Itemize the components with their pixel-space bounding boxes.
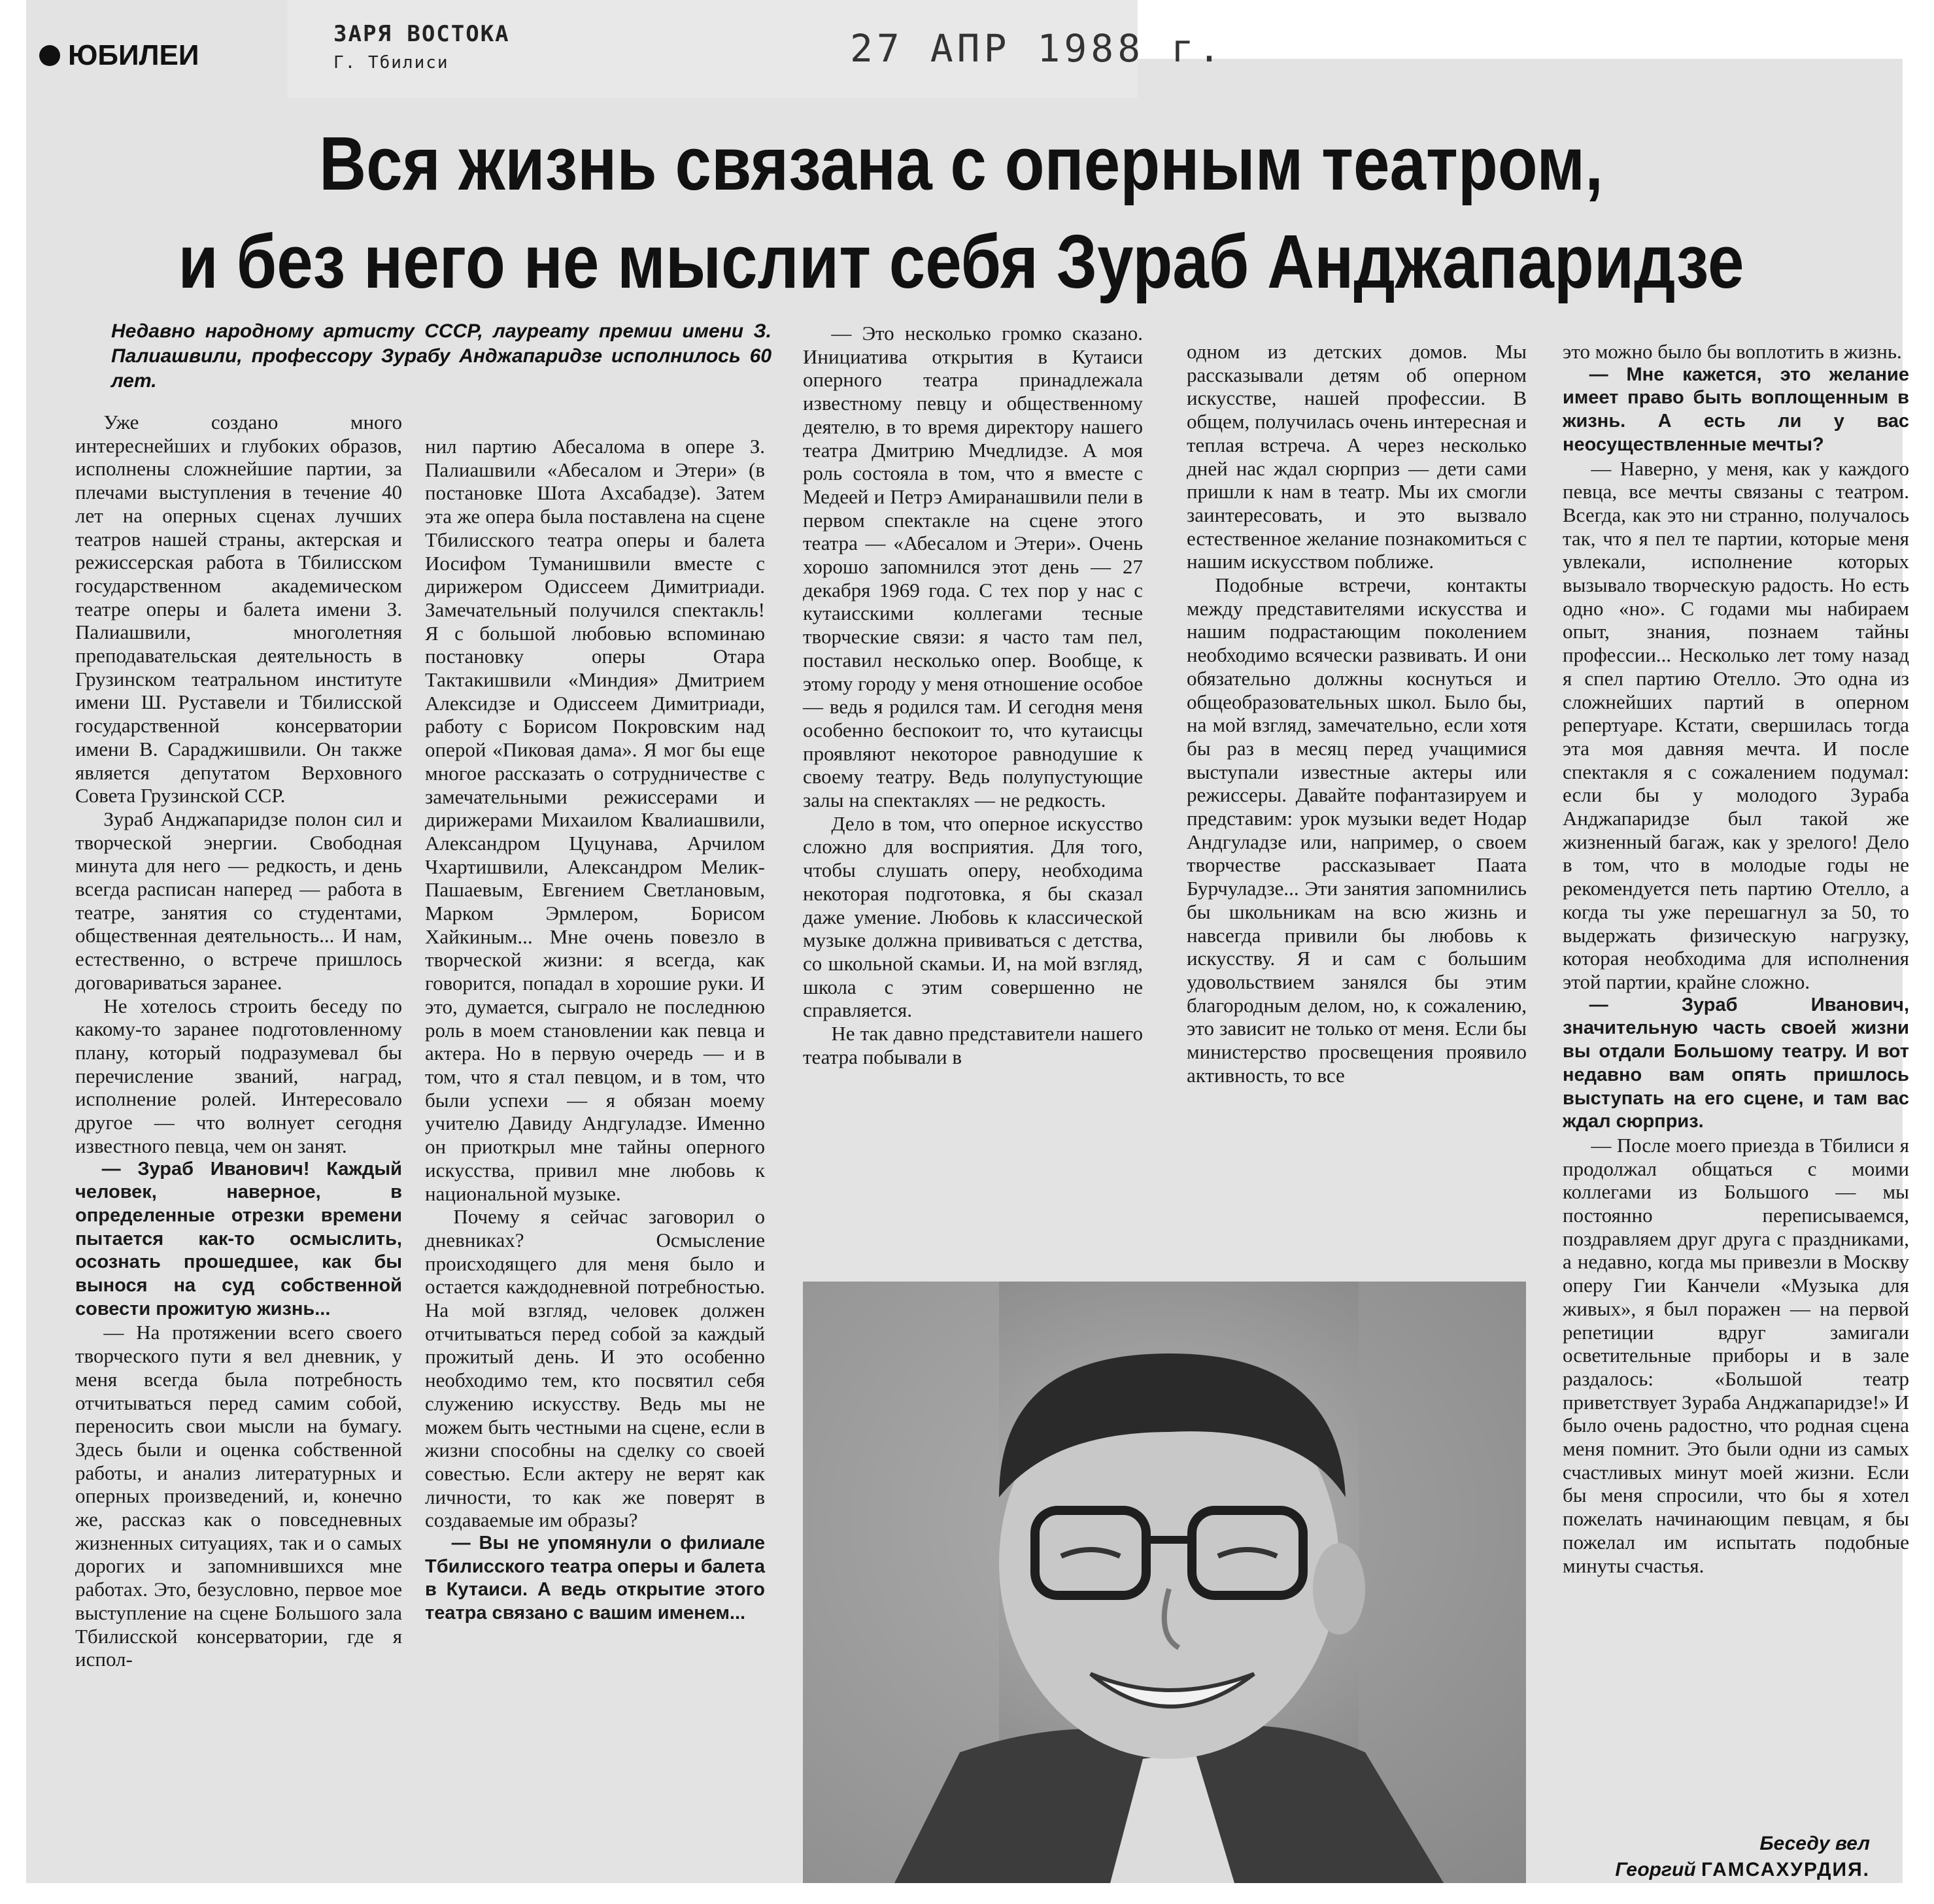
stamp-newspaper: ЗАРЯ ВОСТОКА <box>333 21 510 47</box>
headline <box>168 114 1754 311</box>
article-paragraph: Зураб Анджапаридзе полон сил и творческой энергии. Свободная минута для него — редкость, и день всегда расписан наперед — работа в театре, занятия со студентами, общественная деятельность... И нам, естественно, о встрече пришлось договариваться заранее. <box>75 807 402 994</box>
rubric <box>39 39 199 72</box>
portrait-photo <box>803 1282 1526 1883</box>
article-column-3 <box>803 322 1143 1069</box>
byline-author-name: Георгий <box>1615 1859 1696 1880</box>
article-column-1 <box>75 411 402 1671</box>
article-paragraph: Не так давно представители нашего театра побывали в <box>803 1022 1143 1068</box>
bullet-icon <box>39 45 60 66</box>
interview-question: — Мне кажется, это желание имеет право быть воплощенным в жизнь. А есть ли у вас неосуществленные мечты? <box>1563 364 1909 455</box>
article-paragraph: — После моего приезда в Тбилиси я продолжал общаться с моими коллегами из Большого — мы постоянно переписываемся, поздравляем друг друга с праздниками, а недавно, когда мы привезли в Москву оперу Гии Канчели «Музыка для живых», я был поражен — на первой репетиции вдруг замигали осветительные приборы и в зале раздалось: «Большой театр приветствует Зураба Анджапаридзе!» И было очень радостно, что родная сцена меня помнит. Это были одни из самых счастливых минут моей жизни. Если бы меня спросили, что бы я хотел пожелать начинающим певцам, я бы пожелал им испытать подобные минуты счастья. <box>1563 1133 1909 1577</box>
stamp-date: 27 АПР 1988 г. <box>850 26 1225 71</box>
interview-question: — Зураб Иванович! Каждый человек, наверное, в определенные отрезки времени пытается как-то осмыслить, осознать прошедшее, как бы вынося на суд собственной совести прожитую жизнь... <box>75 1158 402 1319</box>
interview-question: — Зураб Иванович, значительную часть своей жизни вы отдали Большому театру. И вот недавно вам опять пришлось выступать на его сцене, и там вас ждал сюрприз. <box>1563 994 1909 1132</box>
article-paragraph: одном из детских домов. Мы рассказывали детям об оперном искусстве, нашей профессии. В общем, получилась очень интересная и теплая встреча. А через несколько дней нас ждал сюрприз — дети сами пришли к нам в театр. Мы их смогли заинтересовать, и это вызвало естественное желание познакомиться с нашим искусством поближе. <box>1187 340 1527 573</box>
source-stamp <box>333 20 510 77</box>
article-paragraph: — На протяжении всего своего творческого пути я вел дневник, у меня всегда была потребность отчитываться перед самим собой, переносить свои мысли на бумагу. Здесь были и оценка собственной работы, и анализ литературных и оперных произведений, и, конечно же, рассказ как о повседневных жизненных ситуациях, так и о самых дорогих и запомнившихся мне работах. Это, безусловно, первое мое выступление на сцене Большого зала Тбилисской консерватории, где я испол- <box>75 1321 402 1671</box>
article-paragraph: Не хотелось строить беседу по какому-то заранее подготовленному плану, который подразумевал бы перечисление званий, наград, исполнение ролей. Интересовало другое — что волнует сегодня известного певца, чем он занят. <box>75 994 402 1157</box>
article-paragraph: Уже создано много интереснейших и глубоких образов, исполнены сложнейшие партии, за плечами выступления в течение 40 лет на оперных сценах лучших театров нашей страны, актерская и режиссерская работа в Тбилисском государственном академическом театре оперы и балета имени З. Палиашвили, многолетняя преподавательская деятельность в Грузинском театральном институте имени Ш. Руставели и Тбилисской государственной консерватории имени В. Сараджишвили. Он также является депутатом Верховного Совета Грузинской ССР. <box>75 411 402 808</box>
headline-line-1: Вся жизнь связана с оперным театром, <box>319 121 1603 206</box>
interview-question: — Вы не упомянули о филиале Тбилисского театра оперы и балета в Кутаиси. А ведь открытие этого театра связано с вашим именем... <box>425 1533 765 1624</box>
article-column-2 <box>425 435 765 1625</box>
byline <box>1530 1831 1870 1883</box>
article-paragraph: Почему я сейчас заговорил о дневниках? Осмысление происходящего для меня было и остается каждодневной потребностью. На мой взгляд, человек должен отчитываться перед собой за каждый прожитый день. И это особенно необходимо тем, кто посвятил себя служению искусству. Ведь мы не можем быть честными на сцене, если в жизни способны на сделку со своей совестью. Если актеру не верят как личности, то как же поверят в создаваемые им образы? <box>425 1205 765 1532</box>
article-paragraph: Подобные встречи, контакты между представителями искусства и нашим подрастающим поколением необходимо всячески развивать. И они обязательно должны коснуться и общеобразовательных школ. Было бы, на мой взгляд, замечательно, если хотя бы раз в месяц перед учащимися выступали известные актеры или режиссеры. Давайте пофантазируем и представим: урок музыки ведет Нодар Андгуладзе или, например, о своем творчестве рассказывает Паата Бурчуладзе... Эти занятия запомнились бы школьникам на всю жизнь и навсегда привили бы любовь к искусству. Я и сам с большим удовольствием занялся бы этим благородным делом, но, к сожалению, это зависит не только от меня. Если бы министерство просвещения проявило активность, то все <box>1187 573 1527 1087</box>
article-column-4 <box>1187 340 1527 1087</box>
article-paragraph: Дело в том, что оперное искусство сложно для восприятия. Для того, чтобы слушать оперу, необходима некоторая подготовка, я бы сказал даже умение. Любовь к классической музыке должна прививаться с детства, со школьной скамьи. И, на мой взгляд, школа с этим совершенно не справляется. <box>803 811 1143 1022</box>
article-paragraph: — Это несколько громко сказано. Инициатива открытия в Кутаиси оперного театра принадлежала известному певцу и общественному деятелю, в то время директору нашего театра Дмитрию Мчедлидзе. А моя роль состояла в том, что я вместе с Медеей и Петрэ Амиранашвили пели в первом спектакле на сцене этого театра — «Абесалом и Этери». Очень хорошо запомнился этот день — 27 декабря 1969 года. С тех пор у нас с кутаисскими коллегами тесные творческие связи: я часто там пел, поставил несколько опер. Вообще, к этому городу у меня отношение особое — ведь я родился там. И сегодня меня особенно беспокоит то, что кутаисцы проявляют некоторое равнодушие к своему театру. Ведь полупустующие залы на спектаклях — не редкость. <box>803 322 1144 812</box>
byline-author-surname: ГАМСАХУРДИЯ. <box>1701 1859 1870 1880</box>
rubric-label: ЮБИЛЕИ <box>68 39 199 71</box>
byline-author <box>1530 1857 1870 1883</box>
lead-paragraph: Недавно народному артисту СССР, лауреату премии имени З. Палиашвили, профессору Зурабу Анджапаридзе исполнилось 60 лет. <box>111 320 772 392</box>
stamp-city: Г. Тбилиси <box>333 53 449 73</box>
portrait-photo-image <box>803 1282 1526 1883</box>
article-column-5 <box>1563 340 1909 1577</box>
article-paragraph: нил партию Абесалома в опере З. Палиашвили «Абесалом и Этери» (в постановке Шота Ахсабадзе). Затем эта же опера была поставлена на сцене Тбилисского театра оперы и балета Иосифом Туманишвили вместе с дирижером Одиссеем Димитриади. Замечательный получился спектакль! Я с большой любовью вспоминаю постановку оперы Отара Тактакишвили «Миндия» Дмитрием Алексидзе и Одиссеем Димитриади, работу с Борисом Покровским над оперой «Пиковая дама». Я мог бы еще многое рассказать о сотрудничестве с замечательными режиссерами и дирижерами Михаилом Квалиашвили, Александром Цуцунава, Арчилом Чхартишвили, Александром Мелик-Пашаевым, Евгением Светлановым, Марком Эрмлером, Борисом Хайкиным... Мне очень повезло в творческой жизни: я всегда, как говорится, попадал в хорошие руки. И это, думается, сыграло не последнюю роль в моем становлении как певца и актера. Но в первую очередь — и в том, что я стал певцом, и в том, что были успехи — я обязан моему учителю Давиду Андгуладзе. Именно он приоткрыл мне тайны оперного искусства, привил мне любовь к национальной музыке. <box>425 435 765 1205</box>
headline-line-2: и без него не мыслит себя Зураб Анджапаридзе <box>178 219 1744 304</box>
byline-label: Беседу вел <box>1759 1833 1870 1854</box>
article-paragraph: — Наверно, у меня, как у каждого певца, все мечты связаны с театром. Всегда, как это ни странно, получалось так, что я пел те партии, которые меня увлекали, исполнение которых вызывало творческую радость. Но есть одно «но». С годами мы набираем опыт, знания, познаем тайны профессии... Несколько лет тому назад я спел партию Отелло. Это одна из сложнейших партий в оперном репертуаре. Кстати, свершилась тогда эта моя давняя мечта. И после спектакля я с сожалением подумал: если бы у молодого Зураба Анджапаридзе был такой же жизненный багаж, как у зрелого! Дело в том, что в молодые годы не рекомендуется петь партию Отелло, а когда ты уже перешагнул за 50, то выдержать физическую нагрузку, которая необходима для исполнения этой партии, крайне сложно. <box>1563 456 1909 993</box>
article-paragraph: это можно было бы воплотить в жизнь. <box>1563 340 1902 363</box>
